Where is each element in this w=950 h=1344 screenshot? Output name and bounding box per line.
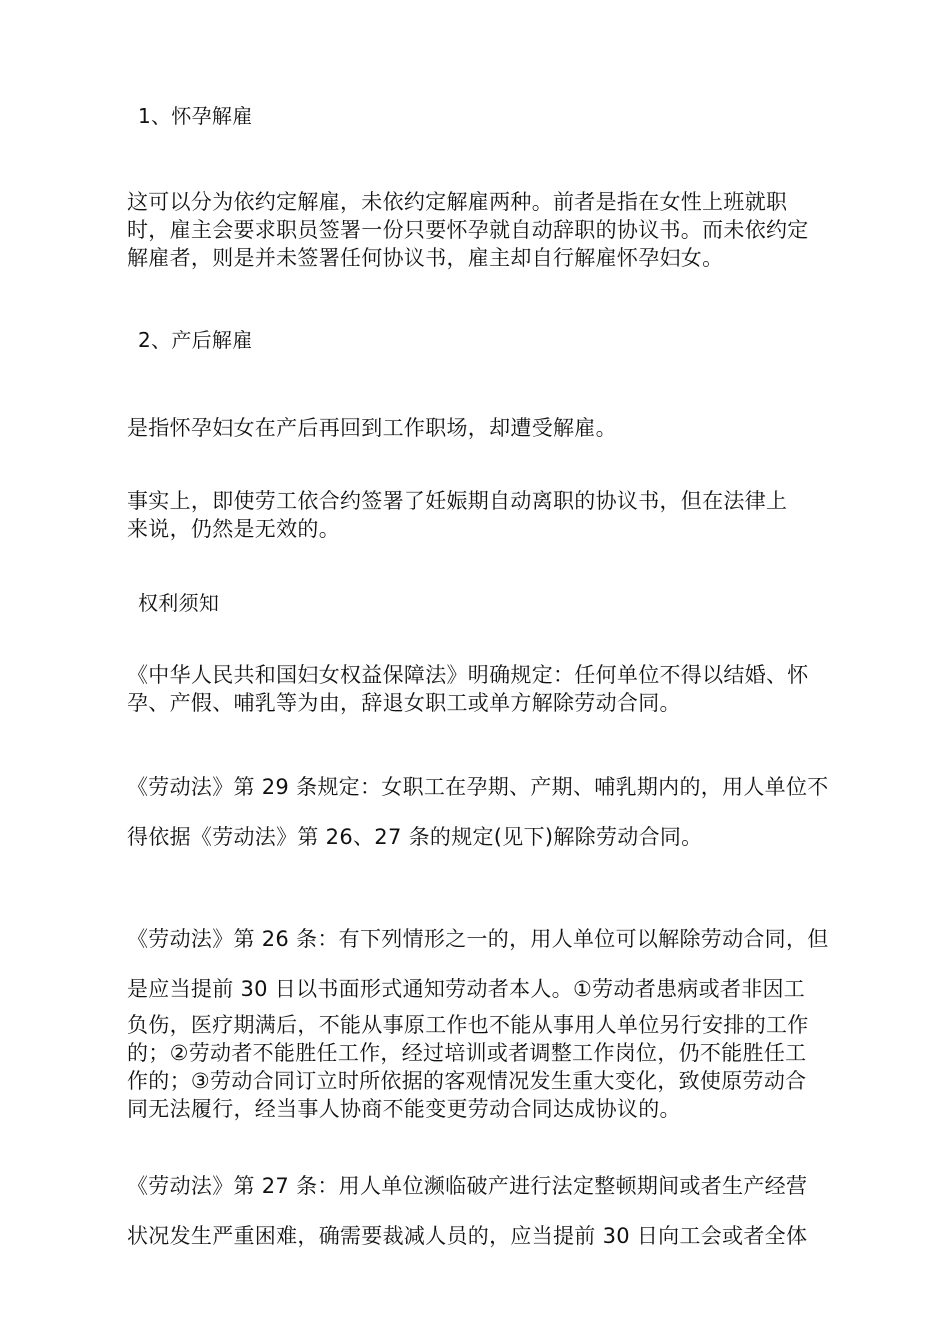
paragraph-line: 时，雇主会要求职员签署一份只要怀孕就自动辞职的协议书。而未依约定 xyxy=(127,218,809,242)
paragraph-line: 同无法履行，经当事人协商不能变更劳动合同达成协议的。 xyxy=(127,1097,681,1121)
paragraph-line: 是指怀孕妇女在产后再回到工作职场，却遭受解雇。 xyxy=(127,416,617,440)
heading-postpartum-dismissal: 2、产后解雇 xyxy=(138,328,253,352)
paragraph-line: 是应当提前 30 日以书面形式通知劳动者本人。①劳动者患病或者非因工 xyxy=(127,977,806,1001)
paragraph-line: 来说，仍然是无效的。 xyxy=(127,517,340,541)
heading-pregnancy-dismissal: 1、怀孕解雇 xyxy=(138,104,253,128)
paragraph-line: 《劳动法》第 26 条：有下列情形之一的，用人单位可以解除劳动合同，但 xyxy=(127,927,829,951)
paragraph-line: 状况发生严重困难，确需要裁减人员的，应当提前 30 日向工会或者全体 xyxy=(127,1224,808,1248)
paragraph-line: 孕、产假、哺乳等为由，辞退女职工或单方解除劳动合同。 xyxy=(127,691,681,715)
paragraph-line: 《中华人民共和国妇女权益保障法》明确规定：任何单位不得以结婚、怀 xyxy=(127,663,809,687)
paragraph-line: 事实上，即使劳工依合约签署了妊娠期自动离职的协议书，但在法律上 xyxy=(127,489,788,513)
paragraph-line: 作的；③劳动合同订立时所依据的客观情况发生重大变化，致使原劳动合 xyxy=(127,1069,807,1093)
paragraph-line: 这可以分为依约定解雇，未依约定解雇两种。前者是指在女性上班就职 xyxy=(127,190,788,214)
paragraph-line: 得依据《劳动法》第 26、27 条的规定(见下)解除劳动合同。 xyxy=(127,825,703,849)
paragraph-line: 《劳动法》第 27 条：用人单位濒临破产进行法定整顿期间或者生产经营 xyxy=(127,1174,808,1198)
paragraph-line: 的；②劳动者不能胜任工作，经过培训或者调整工作岗位，仍不能胜任工 xyxy=(127,1041,807,1065)
heading-rights-notice: 权利须知 xyxy=(138,591,220,615)
paragraph-line: 负伤，医疗期满后，不能从事原工作也不能从事用人单位另行安排的工作 xyxy=(127,1013,809,1037)
paragraph-line: 解雇者，则是并未签署任何协议书，雇主却自行解雇怀孕妇女。 xyxy=(127,246,724,270)
paragraph-line: 《劳动法》第 29 条规定：女职工在孕期、产期、哺乳期内的，用人单位不 xyxy=(127,775,829,799)
